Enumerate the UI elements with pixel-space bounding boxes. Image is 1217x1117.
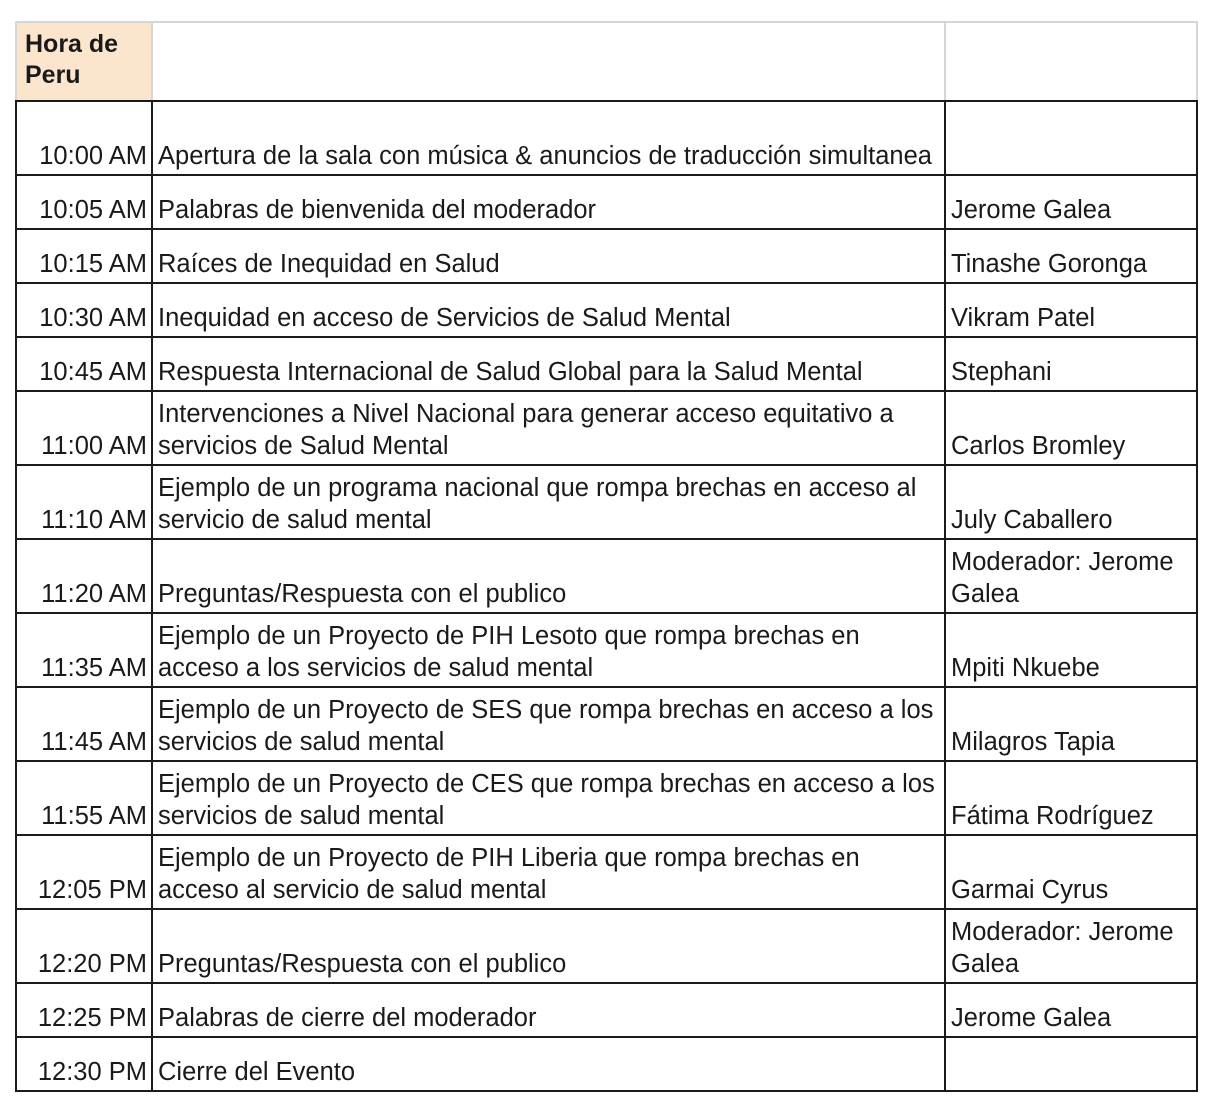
speaker-column-header [945,22,1197,101]
table-row [16,761,1197,835]
description-cell: Apertura de la sala con música & anuncios de traducción simultanea [152,101,945,175]
speaker-cell: Jerome Galea [945,983,1197,1037]
time-cell: 12:05 PM [16,835,152,909]
speaker-cell [945,101,1197,175]
table-row [16,465,1197,539]
speaker-cell: Tinashe Goronga [945,229,1197,283]
speaker-cell [945,1037,1197,1091]
time-cell: 11:10 AM [16,465,152,539]
speaker-cell: Stephani [945,337,1197,391]
time-cell: 11:55 AM [16,761,152,835]
header-row [16,22,1197,101]
description-column-header [152,22,945,101]
table-row [16,391,1197,465]
speaker-cell: Moderador: Jerome Galea [945,539,1197,613]
table-row [16,909,1197,983]
table-row [16,983,1197,1037]
time-cell: 11:20 AM [16,539,152,613]
description-cell: Respuesta Internacional de Salud Global para la Salud Mental [152,337,945,391]
table-row [16,175,1197,229]
description-cell: Raíces de Inequidad en Salud [152,229,945,283]
speaker-cell: Moderador: Jerome Galea [945,909,1197,983]
table-row [16,613,1197,687]
description-cell: Ejemplo de un programa nacional que rompa brechas en acceso al servicio de salud mental [152,465,945,539]
table-row [16,1037,1197,1091]
table-row [16,229,1197,283]
time-cell: 11:45 AM [16,687,152,761]
description-cell: Inequidad en acceso de Servicios de Salud Mental [152,283,945,337]
description-cell: Palabras de bienvenida del moderador [152,175,945,229]
description-cell: Intervenciones a Nivel Nacional para generar acceso equitativo a servicios de Salud Mental [152,391,945,465]
description-cell: Ejemplo de un Proyecto de PIH Lesoto que rompa brechas en acceso a los servicios de salud mental [152,613,945,687]
time-cell: 10:45 AM [16,337,152,391]
speaker-cell: Carlos Bromley [945,391,1197,465]
table-row [16,539,1197,613]
speaker-cell: Jerome Galea [945,175,1197,229]
description-cell: Preguntas/Respuesta con el publico [152,539,945,613]
description-cell: Preguntas/Respuesta con el publico [152,909,945,983]
schedule-table [15,21,1198,1092]
description-cell: Ejemplo de un Proyecto de PIH Liberia que rompa brechas en acceso al servicio de salud mental [152,835,945,909]
speaker-cell: Mpiti Nkuebe [945,613,1197,687]
description-cell: Ejemplo de un Proyecto de CES que rompa brechas en acceso a los servicios de salud mental [152,761,945,835]
speaker-cell: Milagros Tapia [945,687,1197,761]
time-column-header: Hora de Peru [16,22,152,101]
description-cell: Cierre del Evento [152,1037,945,1091]
table-row [16,835,1197,909]
time-cell: 10:05 AM [16,175,152,229]
time-cell: 12:20 PM [16,909,152,983]
table-row [16,101,1197,175]
time-cell: 10:15 AM [16,229,152,283]
table-row [16,687,1197,761]
table-row [16,283,1197,337]
time-cell: 12:30 PM [16,1037,152,1091]
speaker-cell: July Caballero [945,465,1197,539]
time-cell: 12:25 PM [16,983,152,1037]
speaker-cell: Fátima Rodríguez [945,761,1197,835]
time-cell: 11:35 AM [16,613,152,687]
time-cell: 10:30 AM [16,283,152,337]
description-cell: Ejemplo de un Proyecto de SES que rompa brechas en acceso a los servicios de salud mental [152,687,945,761]
time-cell: 10:00 AM [16,101,152,175]
description-cell: Palabras de cierre del moderador [152,983,945,1037]
time-cell: 11:00 AM [16,391,152,465]
speaker-cell: Vikram Patel [945,283,1197,337]
table-row [16,337,1197,391]
speaker-cell: Garmai Cyrus [945,835,1197,909]
